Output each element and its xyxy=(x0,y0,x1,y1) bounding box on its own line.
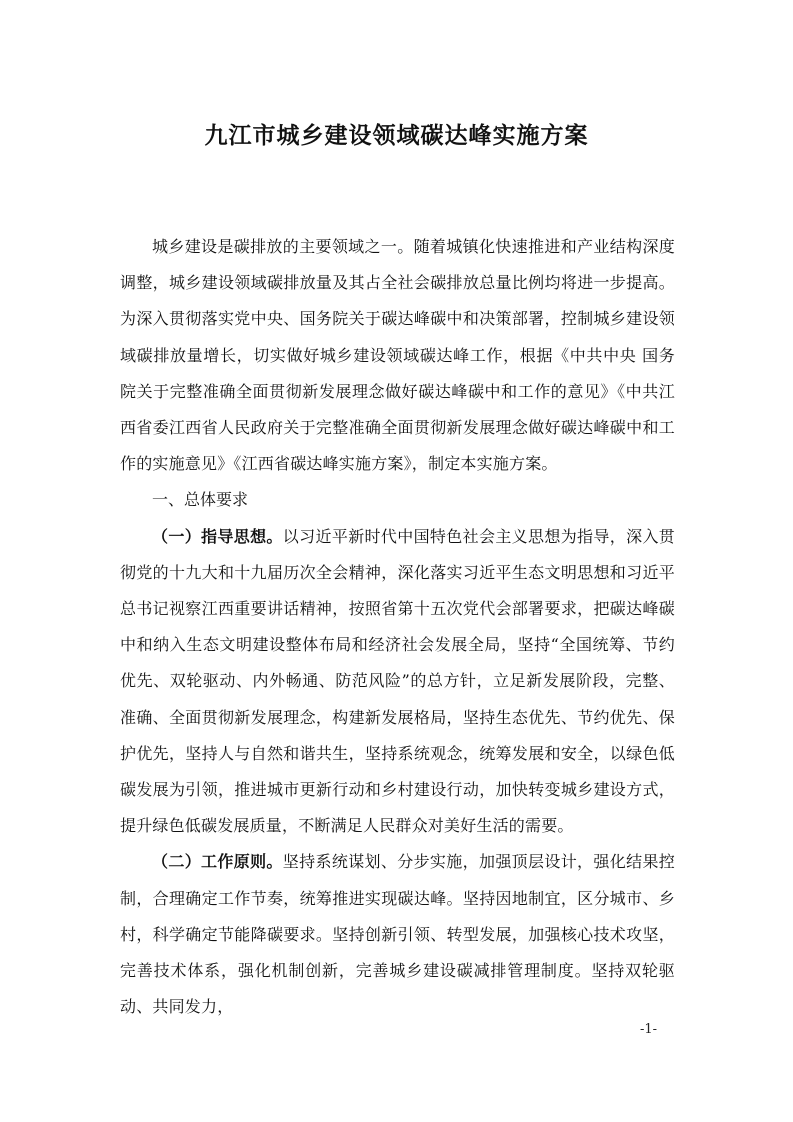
page-number: -1- xyxy=(640,1022,658,1037)
guiding-ideology-paragraph xyxy=(120,519,675,845)
document-body xyxy=(120,229,675,1025)
intro-paragraph: 城乡建设是碳排放的主要领域之一。随着城镇化快速推进和产业结构深度调整，城乡建设领域碳排放量及其占全社会碳排放总量比例均将进一步提高。为深入贯彻落实党中央、国务院关于碳达峰碳中和决策部署，控制城乡建设领域碳排放量增长，切实做好城乡建设领域碳达峰工作，根据《中共中央 国务院关于完整准确全面贯彻新发展理念做好碳达峰碳中和工作的意见》《中共江西省委江西省人民政府关于完整准确全面贯彻新发展理念做好碳达峰碳中和工作的实施意见》《江西省碳达峰实施方案》，制定本实施方案。 xyxy=(120,237,675,474)
section-heading-general-requirements: 一、总体要求 xyxy=(152,490,249,510)
guiding-ideology-text: 以习近平新时代中国特色社会主义思想为指导，深入贯彻党的十九大和十九届历次全会精神，深化落实习近平生态文明思想和习近平总书记视察江西重要讲话精神，按照省第十五次党代会部署要求，把碳达峰碳中和纳入生态文明建设整体布局和经济社会发展全局，坚持“全国统筹、节约优先、双轮驱动、内外畅通、防范风险”的总方针，立足新发展阶段，完整、准确、全面贯彻新发展理念，构建新发展格局，坚持生态优先、节约优先、保护优先，坚持人与自然和谐共生，坚持系统观念，统筹发展和安全，以绿色低碳发展为引领，推进城市更新行动和乡村建设行动，加快转变城乡建设方式，提升绿色低碳发展质量，不断满足人民群众对美好生活的需要。 xyxy=(120,526,675,836)
guiding-ideology-heading: （一）指导思想。 xyxy=(152,526,283,546)
document-title: 九江市城乡建设领域碳达峰实施方案 xyxy=(204,122,589,150)
work-principles-heading: （二）工作原则。 xyxy=(152,852,283,872)
work-principles-text: 坚持系统谋划、分步实施，加强顶层设计，强化结果控制，合理确定工作节奏，统筹推进实现碳达峰。坚持因地制宜，区分城市、乡村，科学确定节能降碳要求。坚持创新引领、转型发展，加强核心技术攻坚，完善技术体系，强化机制创新，完善城乡建设碳减排管理制度。坚持双轮驱动、共同发力， xyxy=(120,852,675,1017)
work-principles-paragraph xyxy=(120,844,675,1025)
